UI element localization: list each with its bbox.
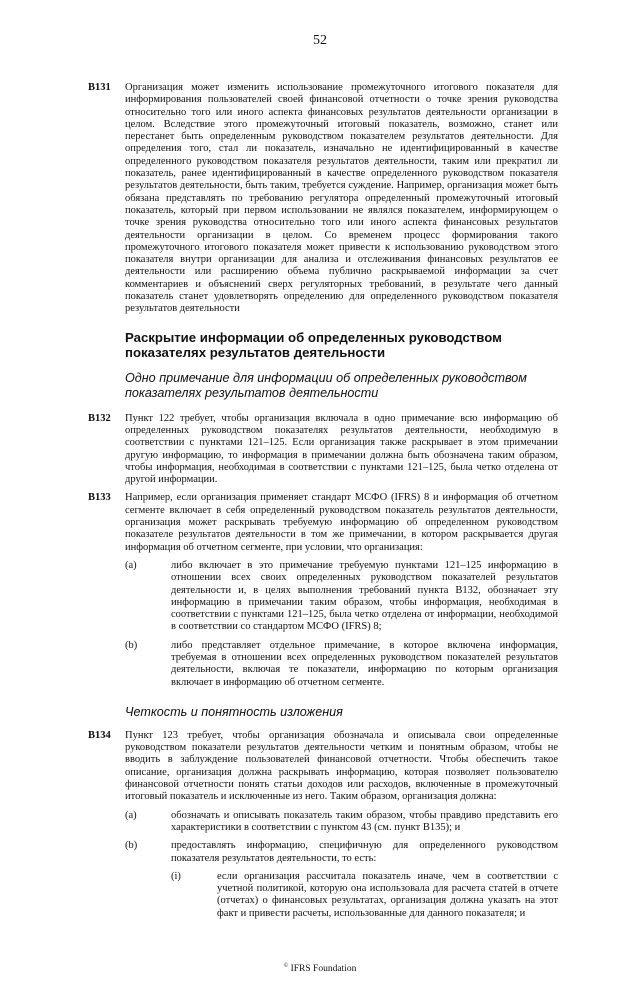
footer-text: IFRS Foundation	[290, 964, 357, 975]
list-item-label: (b)	[125, 840, 138, 852]
list-item-label: (i)	[171, 870, 181, 882]
list-item	[125, 560, 558, 634]
paragraph-label: B131	[88, 82, 111, 93]
list-item	[125, 840, 558, 865]
paragraph-b134	[88, 730, 558, 920]
copyright-symbol: ©	[283, 963, 289, 970]
paragraph-label: B132	[88, 412, 111, 424]
paragraph-b132	[88, 413, 558, 487]
section-heading: Раскрытие информации об определенных руководством показателях результатов деятельности	[125, 329, 502, 361]
list-item-text: либо включает в это примечание требуемую пунктами 121–125 информацию в отношении всех своих определенных руководством показателей результатов деятельности и, в целях выполнения требований пункта B132, обозначает эту информацию в примечании таким образом, чтобы информация, необходимая в соответствии с пунктами 121–125, была четко отделена от информации, необходимой в соответствии со стандартом МСФО (IFRS) 8;	[171, 559, 558, 633]
subsection-heading: Одно примечание для информации об определенных руководством показателях результатов деятельности	[125, 370, 527, 400]
list-item-label: (a)	[125, 559, 137, 571]
sub-list-item	[171, 871, 558, 920]
page-number: 52	[313, 33, 327, 48]
paragraph-text: Например, если организация применяет стандарт МСФО (IFRS) 8 и информация об отчетном сегменте включает в себя определенный руководством показатель результатов деятельности, организация может раскрывать требуемую информацию об определенном руководством показателе результатов деятельности в том же примечании, в котором раскрывается другая информация об отчетном сегменте, при условии, что организация:	[125, 492, 558, 553]
subsection-heading: Четкость и понятность изложения	[125, 704, 343, 719]
list-item-text: если организация рассчитала показатель иначе, чем в соответствии с учетной политикой, которую она использовала для расчета статей в отчете (отчетах) о финансовых результатах, организация должна указать на этот факт и привести расчеты, использованные для данного показателя; и	[217, 870, 558, 919]
list-item-text: предоставлять информацию, специфичную для определенного руководством показателя результатов деятельности, то есть:	[171, 840, 558, 864]
paragraph-label: B133	[88, 492, 111, 504]
list-item-label: (a)	[125, 809, 137, 821]
paragraph-text: Пункт 123 требует, чтобы организация обозначала и описывала свои определенные руководством показатели результатов деятельности четким и понятным образом, чтобы не вводить в заблуждение пользователей финансовой отчетности. Чтобы обеспечить такое описание, организация должна раскрывать информацию, которая позволяет пользователю финансовой отчетности понять статьи доходов или расходов, включенные в промежуточный итоговый показатель и исключенные из него. Таким образом, организация должна:	[125, 729, 558, 803]
list-item	[125, 810, 558, 835]
paragraph-text: Организация может изменить использование промежуточного итогового показателя для информирования пользователей своей финансовой отчетности о точке зрения руководства относительно того или иного аспекта финансовых результатов деятельности организации в целом. Вследствие этого промежуточный итоговый показатель, возможно, станет или перестанет быть определенным руководством показателем результатов деятельности. Для определения того, стал ли показатель, изначально не идентифицированный в качестве определенного руководством показателя результатов деятельности, таким или прекратил ли показатель, ранее идентифицированный в качестве определенного руководством показателя результатов деятельности, быть таким, требуется суждение. Например, организация может быть обязана представлять по требованию регулятора определенный промежуточный итоговый показатель, который при первом использовании не являлся показателем, информирующем о точке зрения руководства относительно того или иного аспекта финансовых результатов деятельности организации в целом. Со временем процесс формирования такого промежуточного итогового показателя может привести к использованию руководством этого показателя внутри организации для анализа и отслеживания финансовых результатов ее деятельности или расширению объема публично раскрываемой информации за счет комментариев и объяснений сверх регуляторных требований, в результате чего данный показатель станет удовлетворять определению для определенного руководством показателя результатов деятельности	[125, 82, 558, 315]
list-item-label: (b)	[125, 639, 138, 651]
list-item-text: обозначать и описывать показатель таким образом, чтобы правдиво представить его характеристики в соответствии с пунктом 43 (см. пункт B135); и	[171, 809, 558, 833]
footer	[0, 960, 640, 995]
paragraph-b131	[88, 82, 558, 316]
paragraph-b133	[88, 492, 558, 688]
list-item	[125, 640, 558, 689]
list-item-text: либо представляет отдельное примечание, в которое включена информация, требуемая в отношении всех определенных руководством показателей результатов деятельности, включая те показатели, информацию по которым организация включает в информацию об отчетном сегменте.	[171, 639, 558, 688]
page-content	[88, 82, 558, 920]
paragraph-text: Пункт 122 требует, чтобы организация включала в одно примечание всю информацию об определенных руководством показателях результатов деятельности, необходимую в соответствии с пунктами 121–125. Если организация также раскрывает в этом примечании другую информацию, то информация в примечании должна быть обозначена таким образом, чтобы информация, необходимая в соответствии с пунктами 121–125, была четко отделена от другой информации.	[125, 412, 558, 486]
paragraph-label: B134	[88, 729, 111, 741]
